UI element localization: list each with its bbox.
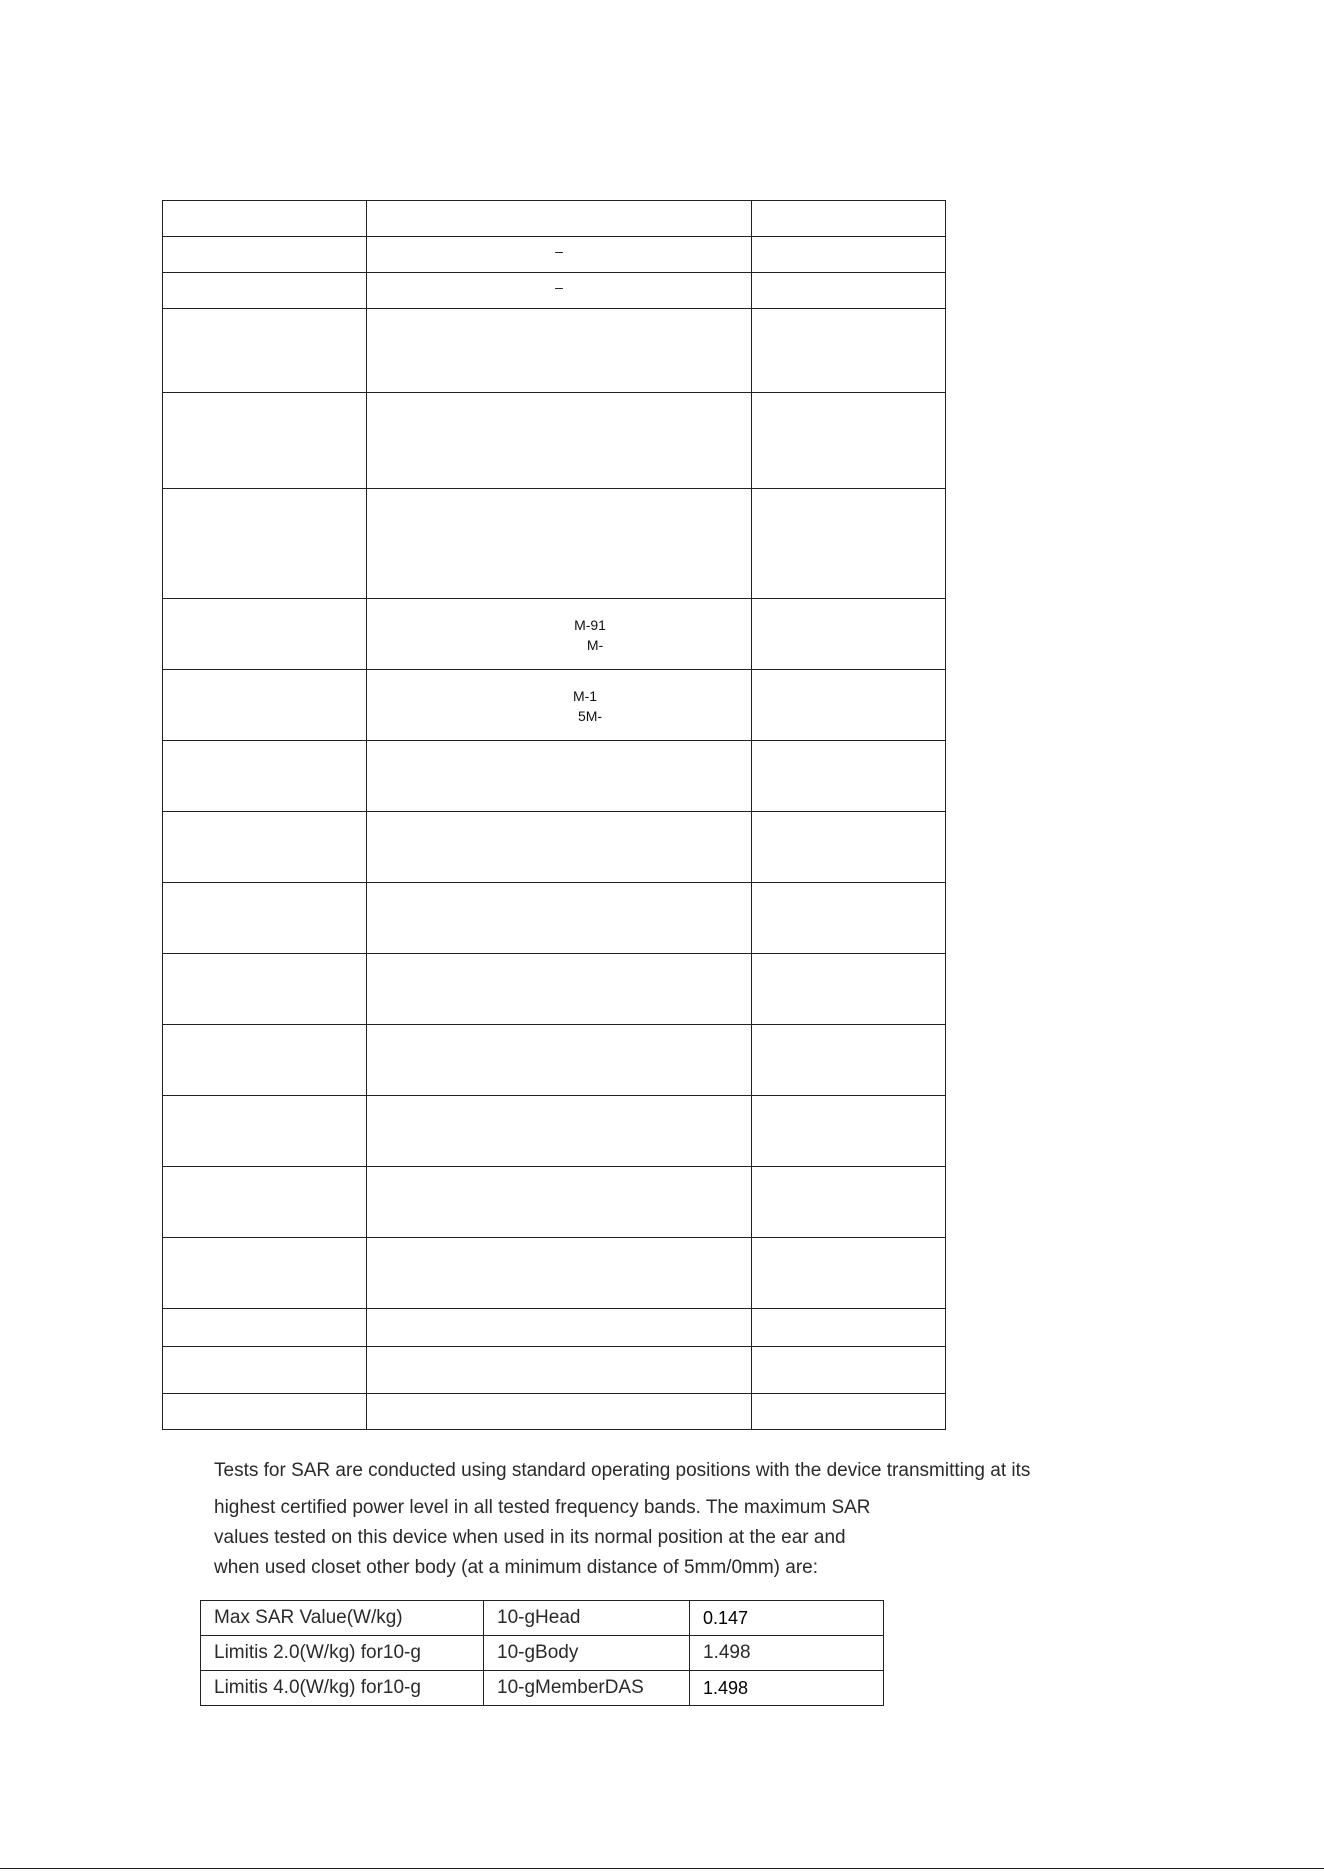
sar-value-cell: 1.498 <box>690 1671 884 1706</box>
table-row <box>163 741 946 812</box>
table-cell <box>367 1394 751 1430</box>
table-row <box>163 237 946 273</box>
table-cell <box>367 309 751 393</box>
table-cell <box>163 237 367 273</box>
paragraph-line: highest certified power level in all tested frequency bands. The maximum SAR <box>214 1497 871 1518</box>
sar-label-cell: Max SAR Value(W/kg) <box>201 1601 484 1636</box>
table-row <box>201 1601 884 1636</box>
table-row <box>163 1238 946 1309</box>
sar-label-cell: Limitis 2.0(W/kg) for10-g <box>201 1636 484 1671</box>
table-cell <box>163 1347 367 1394</box>
table-row <box>201 1671 884 1706</box>
table-cell <box>751 393 945 489</box>
table-cell <box>367 393 751 489</box>
table-cell <box>751 741 945 812</box>
table-row <box>163 954 946 1025</box>
table-cell <box>163 599 367 670</box>
table-cell <box>751 1309 945 1347</box>
sar-value-cell: 0.147 <box>690 1601 884 1636</box>
table-cell <box>751 309 945 393</box>
table-row <box>163 309 946 393</box>
table-cell <box>367 273 751 309</box>
table-cell <box>751 1025 945 1096</box>
sar-value-cell: 1.498 <box>690 1636 884 1671</box>
sar-test-cell: 10-gHead <box>484 1601 690 1636</box>
paragraph-line: when used closet other body (at a minimum distance of 5mm/0mm) are: <box>214 1557 819 1578</box>
table-cell <box>163 812 367 883</box>
table-cell <box>367 1025 751 1096</box>
table-row <box>163 1025 946 1096</box>
table-cell <box>367 1238 751 1309</box>
table-cell <box>163 1309 367 1347</box>
sar-test-cell: 10-gBody <box>484 1636 690 1671</box>
table-row <box>163 812 946 883</box>
table-cell <box>367 489 751 599</box>
table-cell <box>751 237 945 273</box>
table-row <box>163 599 946 670</box>
table-row <box>163 670 946 741</box>
cell-fragment: 5M- <box>577 708 603 724</box>
cell-fragment: M-91 <box>574 617 606 633</box>
table-row <box>163 1347 946 1394</box>
cell-fragment: – <box>555 279 563 295</box>
table-cell <box>163 393 367 489</box>
table-cell <box>367 741 751 812</box>
table-cell <box>367 201 751 237</box>
table-cell <box>367 599 751 670</box>
paragraph-line: values tested on this device when used in its normal position at the ear and <box>214 1527 846 1548</box>
table-cell <box>751 883 945 954</box>
table-cell <box>751 670 945 741</box>
table-row <box>163 201 946 237</box>
table-cell <box>367 1347 751 1394</box>
cell-fragment: M-1 <box>572 688 598 704</box>
table-cell <box>367 954 751 1025</box>
sar-label-cell: Limitis 4.0(W/kg) for10-g <box>201 1671 484 1706</box>
table-cell <box>163 273 367 309</box>
table-cell <box>163 1394 367 1430</box>
table-cell <box>163 1238 367 1309</box>
table-cell <box>163 489 367 599</box>
table-cell <box>163 201 367 237</box>
table-cell <box>163 954 367 1025</box>
table-cell <box>751 812 945 883</box>
table-cell <box>163 670 367 741</box>
table-cell <box>751 1238 945 1309</box>
table-row <box>201 1636 884 1671</box>
table-cell <box>367 1096 751 1167</box>
table-row <box>163 1096 946 1167</box>
band-table <box>162 200 946 1430</box>
cell-fragment: M- <box>586 637 604 653</box>
table-cell <box>163 1096 367 1167</box>
table-cell <box>163 1025 367 1096</box>
table-cell <box>367 883 751 954</box>
sar-test-cell: 10-gMemberDAS <box>484 1671 690 1706</box>
table-row <box>163 1167 946 1238</box>
sar-value-table <box>200 1600 884 1706</box>
table-row <box>163 1394 946 1430</box>
table-cell <box>367 1309 751 1347</box>
table-cell <box>163 741 367 812</box>
table-row <box>163 273 946 309</box>
table-cell <box>751 1347 945 1394</box>
table-row <box>163 489 946 599</box>
table-cell <box>751 1167 945 1238</box>
table-cell <box>751 273 945 309</box>
table-row <box>163 1309 946 1347</box>
table-cell <box>751 1096 945 1167</box>
table-cell <box>163 309 367 393</box>
table-cell <box>367 1167 751 1238</box>
paragraph-line: Tests for SAR are conducted using standard operating positions with the device transmitting at its <box>214 1460 1031 1481</box>
table-cell <box>367 670 751 741</box>
cell-fragment: – <box>555 243 563 259</box>
table-cell <box>751 954 945 1025</box>
table-row <box>163 393 946 489</box>
table-cell <box>367 812 751 883</box>
table-cell <box>751 599 945 670</box>
table-cell <box>367 237 751 273</box>
table-cell <box>163 1167 367 1238</box>
table-cell <box>751 1394 945 1430</box>
table-cell <box>751 201 945 237</box>
table-row <box>163 883 946 954</box>
table-cell <box>751 489 945 599</box>
footer-rule <box>0 1868 1324 1869</box>
table-cell <box>163 883 367 954</box>
